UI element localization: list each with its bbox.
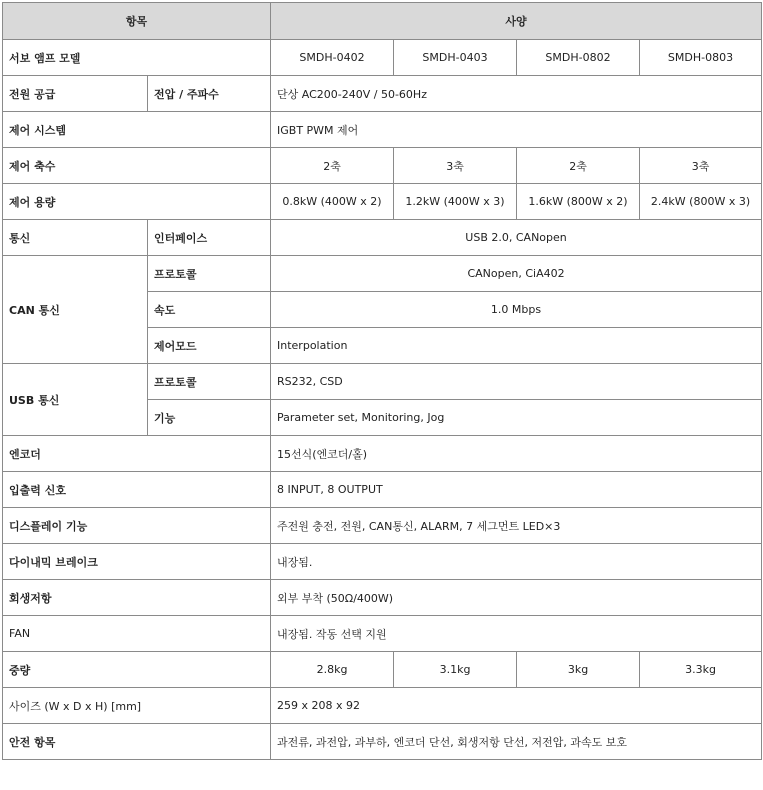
model-value: SMDH-0403 [394, 40, 517, 76]
label-size: 사이즈 (W x D x H) [mm] [3, 688, 271, 724]
model-value: SMDH-0802 [517, 40, 640, 76]
row-capacity [3, 184, 762, 220]
row-control-system [3, 112, 762, 148]
row-fan [3, 616, 762, 652]
label-fan: FAN [3, 616, 271, 652]
brake-value: 내장됨. [271, 544, 762, 580]
axes-value: 2축 [271, 148, 394, 184]
label-weight: 중량 [3, 652, 271, 688]
label-power: 전원 공급 [3, 76, 148, 112]
capacity-value: 2.4kW (800W x 3) [640, 184, 762, 220]
row-regen [3, 580, 762, 616]
size-value: 259 x 208 x 92 [271, 688, 762, 724]
label-safety: 안전 항목 [3, 724, 271, 760]
header-row [3, 3, 762, 40]
encoder-value: 15선식(엔코더/홀) [271, 436, 762, 472]
weight-value: 3.1kg [394, 652, 517, 688]
comm-value: USB 2.0, CANopen [271, 220, 762, 256]
label-model: 서보 앰프 모델 [3, 40, 271, 76]
row-display [3, 508, 762, 544]
row-weight [3, 652, 762, 688]
row-can-protocol [3, 256, 762, 292]
label-display: 디스플레이 기능 [3, 508, 271, 544]
row-usb-protocol [3, 364, 762, 400]
sublabel-can-speed: 속도 [148, 292, 271, 328]
axes-value: 3축 [640, 148, 762, 184]
display-value: 주전원 충전, 전원, CAN통신, ALARM, 7 세그먼트 LED×3 [271, 508, 762, 544]
weight-value: 3.3kg [640, 652, 762, 688]
model-value: SMDH-0803 [640, 40, 762, 76]
weight-value: 3kg [517, 652, 640, 688]
label-control-system: 제어 시스템 [3, 112, 271, 148]
capacity-value: 0.8kW (400W x 2) [271, 184, 394, 220]
capacity-value: 1.6kW (800W x 2) [517, 184, 640, 220]
weight-value: 2.8kg [271, 652, 394, 688]
label-comm: 통신 [3, 220, 148, 256]
sublabel-usb-function: 기능 [148, 400, 271, 436]
regen-value: 외부 부착 (50Ω/400W) [271, 580, 762, 616]
label-encoder: 엔코더 [3, 436, 271, 472]
can-speed-value: 1.0 Mbps [271, 292, 762, 328]
row-brake [3, 544, 762, 580]
row-safety [3, 724, 762, 760]
label-regen: 회생저항 [3, 580, 271, 616]
io-value: 8 INPUT, 8 OUTPUT [271, 472, 762, 508]
sublabel-can-mode: 제어모드 [148, 328, 271, 364]
axes-value: 2축 [517, 148, 640, 184]
control-system-value: IGBT PWM 제어 [271, 112, 762, 148]
sublabel-usb-protocol: 프로토콜 [148, 364, 271, 400]
usb-protocol-value: RS232, CSD [271, 364, 762, 400]
label-can: CAN 통신 [3, 256, 148, 364]
can-protocol-value: CANopen, CiA402 [271, 256, 762, 292]
label-capacity: 제어 용량 [3, 184, 271, 220]
label-axes: 제어 축수 [3, 148, 271, 184]
fan-value: 내장됨. 작동 선택 지원 [271, 616, 762, 652]
sublabel-interface: 인터페이스 [148, 220, 271, 256]
spec-table [2, 2, 762, 760]
header-spec: 사양 [271, 3, 762, 40]
safety-value: 과전류, 과전압, 과부하, 엔코더 단선, 회생저항 단선, 저전압, 과속도 보호 [271, 724, 762, 760]
can-mode-value: Interpolation [271, 328, 762, 364]
label-brake: 다이내믹 브레이크 [3, 544, 271, 580]
axes-value: 3축 [394, 148, 517, 184]
header-item: 항목 [3, 3, 271, 40]
label-usb: USB 통신 [3, 364, 148, 436]
power-value: 단상 AC200-240V / 50-60Hz [271, 76, 762, 112]
row-io [3, 472, 762, 508]
row-encoder [3, 436, 762, 472]
row-size [3, 688, 762, 724]
label-io: 입출력 신호 [3, 472, 271, 508]
model-value: SMDH-0402 [271, 40, 394, 76]
sublabel-voltage: 전압 / 주파수 [148, 76, 271, 112]
capacity-value: 1.2kW (400W x 3) [394, 184, 517, 220]
row-comm [3, 220, 762, 256]
sublabel-can-protocol: 프로토콜 [148, 256, 271, 292]
usb-function-value: Parameter set, Monitoring, Jog [271, 400, 762, 436]
row-power [3, 76, 762, 112]
row-axes [3, 148, 762, 184]
row-model [3, 40, 762, 76]
